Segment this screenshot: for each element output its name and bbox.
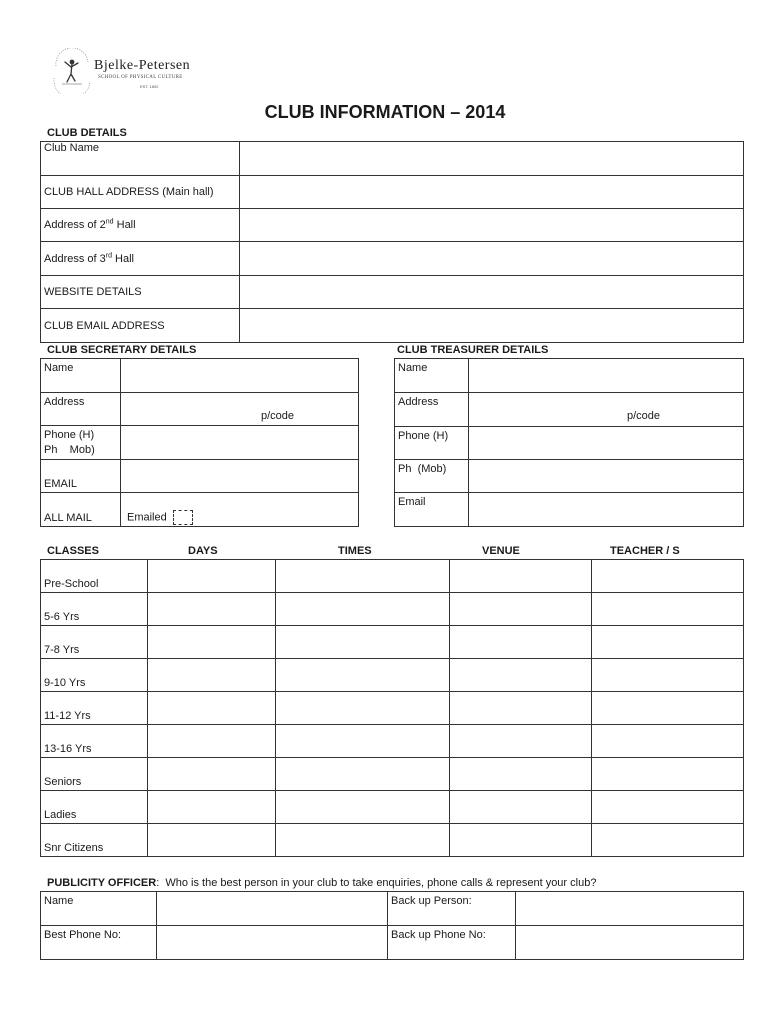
club-name-field[interactable] [240,142,744,176]
club-email-row [41,309,744,343]
table-row [41,791,744,824]
class-venue-field[interactable] [450,593,592,626]
class-times-field[interactable] [276,791,450,824]
class-days-field[interactable] [148,692,276,725]
publicity-heading: PUBLICITY OFFICER [47,877,157,889]
class-teacher-field[interactable] [592,824,744,857]
secretary-address-label: Address [41,393,121,426]
third-hall-label: Address of 3rd Hall [41,242,240,276]
treasurer-email-field[interactable] [469,493,744,527]
treasurer-name-field[interactable] [469,359,744,393]
secretary-address-field[interactable] [121,393,359,426]
club-hall-row [41,176,744,209]
club-name-row [41,142,744,176]
second-hall-row [41,209,744,242]
logo-name: Bjelke-Petersen [94,58,191,73]
class-teacher-field[interactable] [592,560,744,593]
logo-est: EST. 1892 [140,84,159,89]
classes-table [40,559,744,857]
class-teacher-field[interactable] [592,659,744,692]
secretary-email-field[interactable] [121,460,359,493]
secretary-table [40,358,359,527]
secretary-heading: CLUB SECRETARY DETAILS [47,344,197,356]
club-details-heading: CLUB DETAILS [47,127,127,139]
club-name-label: Club Name [41,142,240,176]
table-row [41,725,744,758]
treasurer-address-field[interactable] [469,393,744,427]
table-row [41,626,744,659]
secretary-phone-field[interactable] [121,426,359,460]
class-teacher-field[interactable] [592,791,744,824]
class-times-field[interactable] [276,659,450,692]
class-label: Snr Citizens [41,824,148,857]
page-title: CLUB INFORMATION – 2014 [264,102,506,122]
class-venue-field[interactable] [450,824,592,857]
treasurer-phone-h-field[interactable] [469,427,744,460]
publicity-question: : Who is the best person in your club to take enquiries, phone calls & represent your club? [156,877,597,889]
class-days-field[interactable] [148,626,276,659]
third-hall-field[interactable] [240,242,744,276]
class-label: Seniors [41,758,148,791]
class-teacher-field[interactable] [592,725,744,758]
class-times-field[interactable] [276,725,450,758]
class-days-field[interactable] [148,824,276,857]
class-label: Ladies [41,791,148,824]
class-times-field[interactable] [276,560,450,593]
class-venue-field[interactable] [450,560,592,593]
class-venue-field[interactable] [450,758,592,791]
class-label: 11-12 Yrs [41,692,148,725]
table-row [41,758,744,791]
website-label: WEBSITE DETAILS [41,276,240,309]
class-teacher-field[interactable] [592,626,744,659]
club-email-label: CLUB EMAIL ADDRESS [41,309,240,343]
publicity-name-label: Name [41,892,157,926]
table-row [41,659,744,692]
class-times-field[interactable] [276,758,450,791]
class-label: 13-16 Yrs [41,725,148,758]
class-days-field[interactable] [148,725,276,758]
treasurer-phone-h-label: Phone (H) [395,427,469,460]
treasurer-phone-mob-label: Ph (Mob) [395,460,469,493]
secretary-phone-label: Phone (H) Ph Mob) [41,426,121,460]
treasurer-table [394,358,744,527]
treasurer-address-label: Address [395,393,469,427]
second-hall-field[interactable] [240,209,744,242]
class-teacher-field[interactable] [592,593,744,626]
club-logo [50,48,220,94]
class-label: 9-10 Yrs [41,659,148,692]
class-times-field[interactable] [276,626,450,659]
backup-phone-label: Back up Phone No: [388,926,516,960]
website-row [41,276,744,309]
secretary-allmail-label: ALL MAIL [41,493,121,527]
publicity-name-field[interactable] [157,892,388,926]
class-venue-field[interactable] [450,626,592,659]
secretary-emailed-cell [121,493,359,527]
class-teacher-field[interactable] [592,692,744,725]
logo-subtitle: SCHOOL OF PHYSICAL CULTURE [98,75,183,80]
class-venue-field[interactable] [450,725,592,758]
gymnast-emblem-icon [50,48,94,94]
class-times-field[interactable] [276,593,450,626]
class-days-field[interactable] [148,560,276,593]
secretary-pcode-label: p/code [261,410,295,422]
days-header: DAYS [188,545,218,557]
emailed-label: Emailed [127,511,167,524]
class-venue-field[interactable] [450,659,592,692]
class-label: 5-6 Yrs [41,593,148,626]
website-field[interactable] [240,276,744,309]
club-hall-label: CLUB HALL ADDRESS (Main hall) [41,176,240,209]
treasurer-heading: CLUB TREASURER DETAILS [397,344,549,356]
times-header: TIMES [338,545,372,557]
secretary-name-label: Name [41,359,121,393]
teacher-header: TEACHER / S [610,545,680,557]
best-phone-field[interactable] [157,926,388,960]
backup-person-field[interactable] [516,892,744,926]
class-days-field[interactable] [148,659,276,692]
class-venue-field[interactable] [450,791,592,824]
club-hall-field[interactable] [240,176,744,209]
treasurer-email-label: Email [395,493,469,527]
club-email-field[interactable] [240,309,744,343]
class-label: Pre-School [41,560,148,593]
class-teacher-field[interactable] [592,758,744,791]
second-hall-label: Address of 2nd Hall [41,209,240,242]
publicity-line [47,877,596,889]
classes-header: CLASSES [47,545,99,557]
publicity-table [40,891,744,960]
class-days-field[interactable] [148,758,276,791]
class-label: 7-8 Yrs [41,626,148,659]
emailed-checkbox[interactable] [173,510,193,525]
secretary-name-field[interactable] [121,359,359,393]
table-row [41,692,744,725]
class-times-field[interactable] [276,692,450,725]
class-days-field[interactable] [148,791,276,824]
table-row [41,560,744,593]
class-venue-field[interactable] [450,692,592,725]
third-hall-row [41,242,744,276]
class-days-field[interactable] [148,593,276,626]
treasurer-pcode-label: p/code [627,410,661,422]
backup-person-label: Back up Person: [388,892,516,926]
class-times-field[interactable] [276,824,450,857]
best-phone-label: Best Phone No: [41,926,157,960]
venue-header: VENUE [482,545,520,557]
table-row [41,824,744,857]
table-row [41,593,744,626]
treasurer-phone-mob-field[interactable] [469,460,744,493]
secretary-email-label: EMAIL [41,460,121,493]
backup-phone-field[interactable] [516,926,744,960]
treasurer-name-label: Name [395,359,469,393]
club-details-table [40,141,744,343]
